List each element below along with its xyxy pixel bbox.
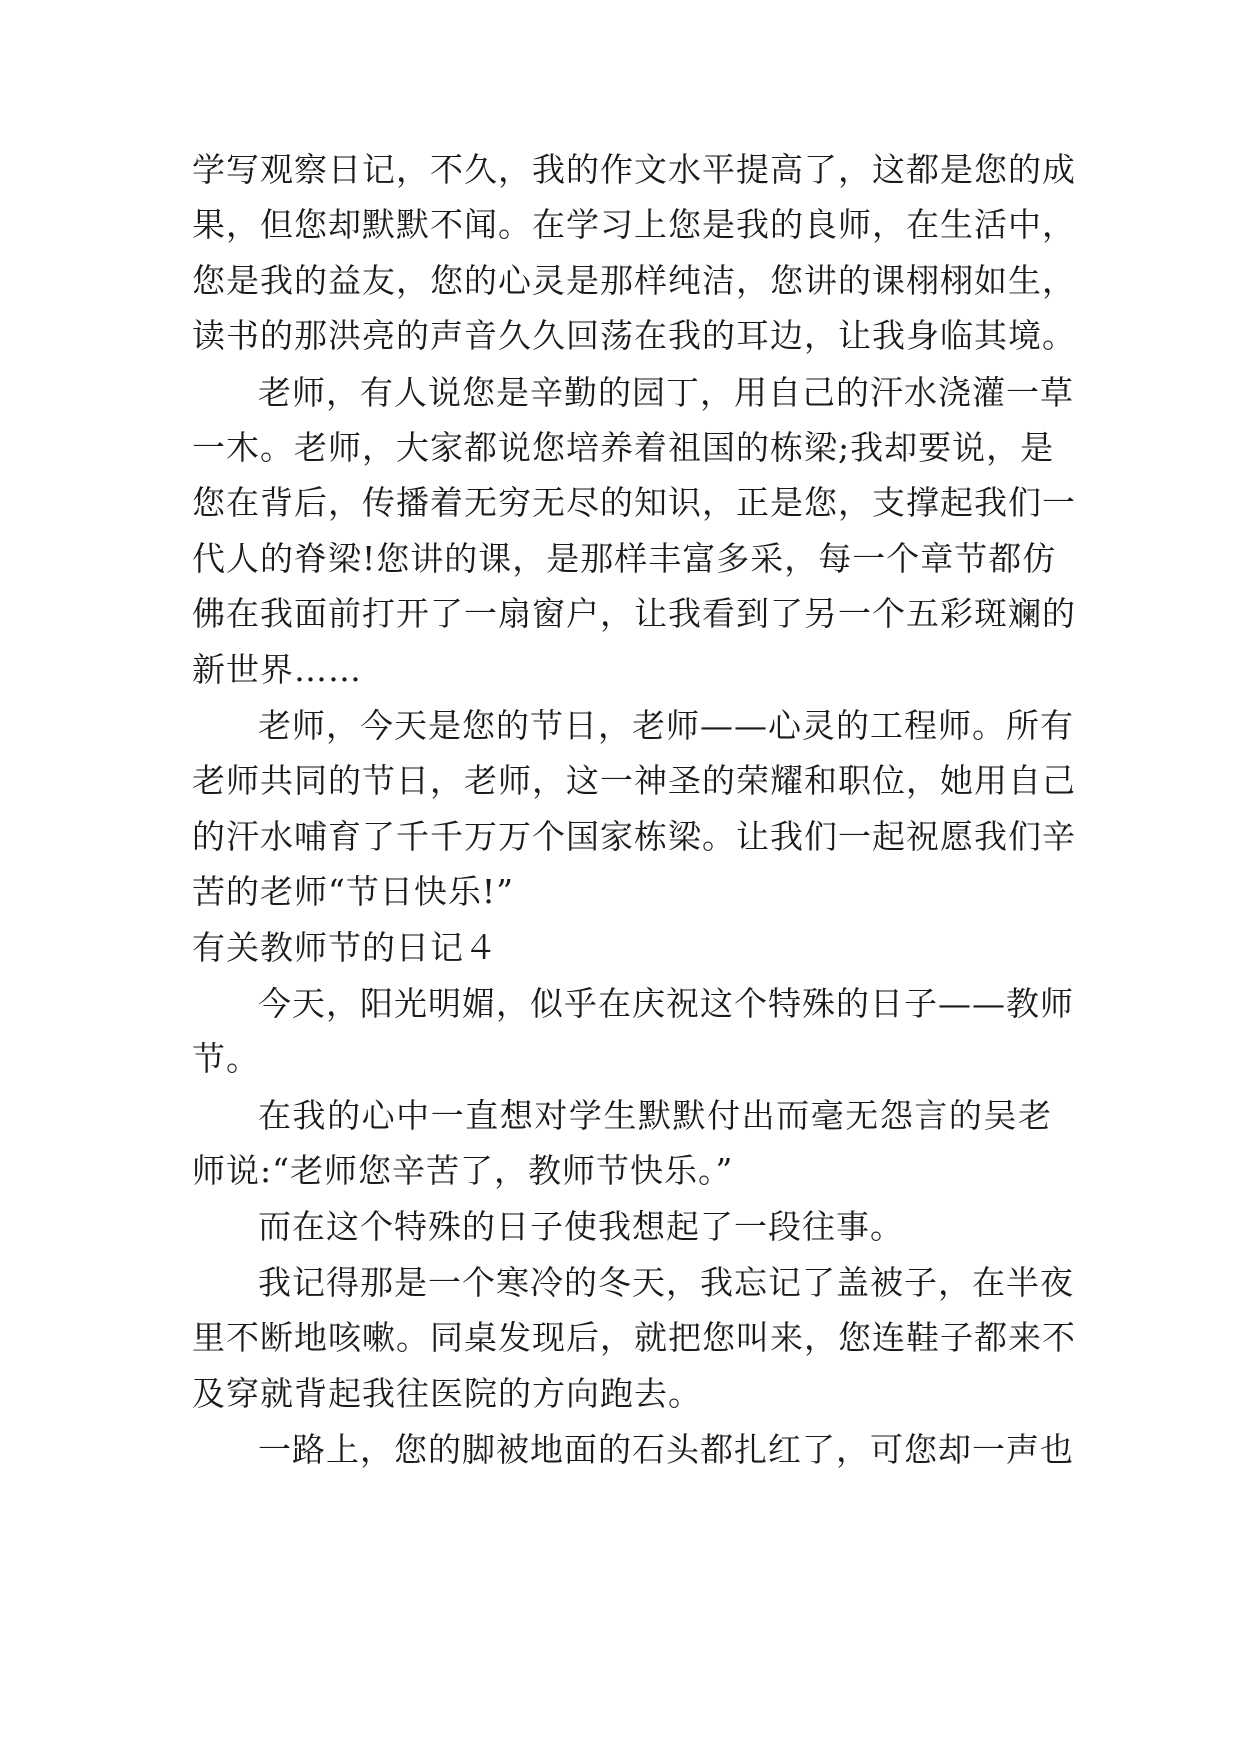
- text-line: 您在背后，传播着无穷无尽的知识，正是您，支撑起我们一: [192, 483, 1076, 522]
- text-line: 新世界……: [192, 650, 362, 689]
- text-line: 的汗水哺育了千千万万个国家栋梁。让我们一起祝愿我们辛: [192, 817, 1076, 856]
- text-line: 苦的老师“节日快乐!”: [192, 872, 515, 911]
- text-line: 老师共同的节日，老师，这一神圣的荣耀和职位，她用自己: [192, 761, 1076, 800]
- paragraph-first-line: 我记得那是一个寒冷的冬天，我忘记了盖被子，在半夜: [258, 1263, 1074, 1302]
- text-line: 您是我的益友，您的心灵是那样纯洁，您讲的课栩栩如生，: [192, 261, 1076, 300]
- text-line: 佛在我面前打开了一扇窗户，让我看到了另一个五彩斑斓的: [192, 594, 1076, 633]
- paragraph-first-line: 今天，阳光明媚，似乎在庆祝这个特殊的日子——教师: [258, 984, 1074, 1023]
- text-line: 一木。老师，大家都说您培养着祖国的栋梁;我却要说，是: [192, 428, 1055, 467]
- text-line: 读书的那洪亮的声音久久回荡在我的耳边，让我身临其境。: [192, 316, 1076, 355]
- text-line: 师说:“老师您辛苦了，教师节快乐。”: [192, 1151, 734, 1190]
- paragraph-first-line: 老师，有人说您是辛勤的园丁，用自己的汗水浇灌一草: [258, 373, 1074, 412]
- paragraph-first-line: 老师，今天是您的节日，老师——心灵的工程师。所有: [258, 706, 1074, 745]
- text-line: 里不断地咳嗽。同桌发现后，就把您叫来，您连鞋子都来不: [192, 1318, 1076, 1357]
- section-heading: 有关教师节的日记４: [192, 928, 498, 967]
- paragraph-first-line: 一路上，您的脚被地面的石头都扎红了，可您却一声也: [258, 1430, 1074, 1469]
- paragraph-first-line: 而在这个特殊的日子使我想起了一段往事。: [258, 1207, 904, 1246]
- text-line: 节。: [192, 1039, 260, 1078]
- text-line: 及穿就背起我往医院的方向跑去。: [192, 1374, 702, 1413]
- text-line: 学写观察日记，不久，我的作文水平提高了，这都是您的成: [192, 150, 1076, 189]
- text-line: 代人的脊梁!您讲的课，是那样丰富多采，每一个章节都仿: [192, 539, 1057, 578]
- paragraph-first-line: 在我的心中一直想对学生默默付出而毫无怨言的吴老: [258, 1096, 1052, 1135]
- text-line: 果，但您却默默不闻。在学习上您是我的良师，在生活中，: [192, 205, 1076, 244]
